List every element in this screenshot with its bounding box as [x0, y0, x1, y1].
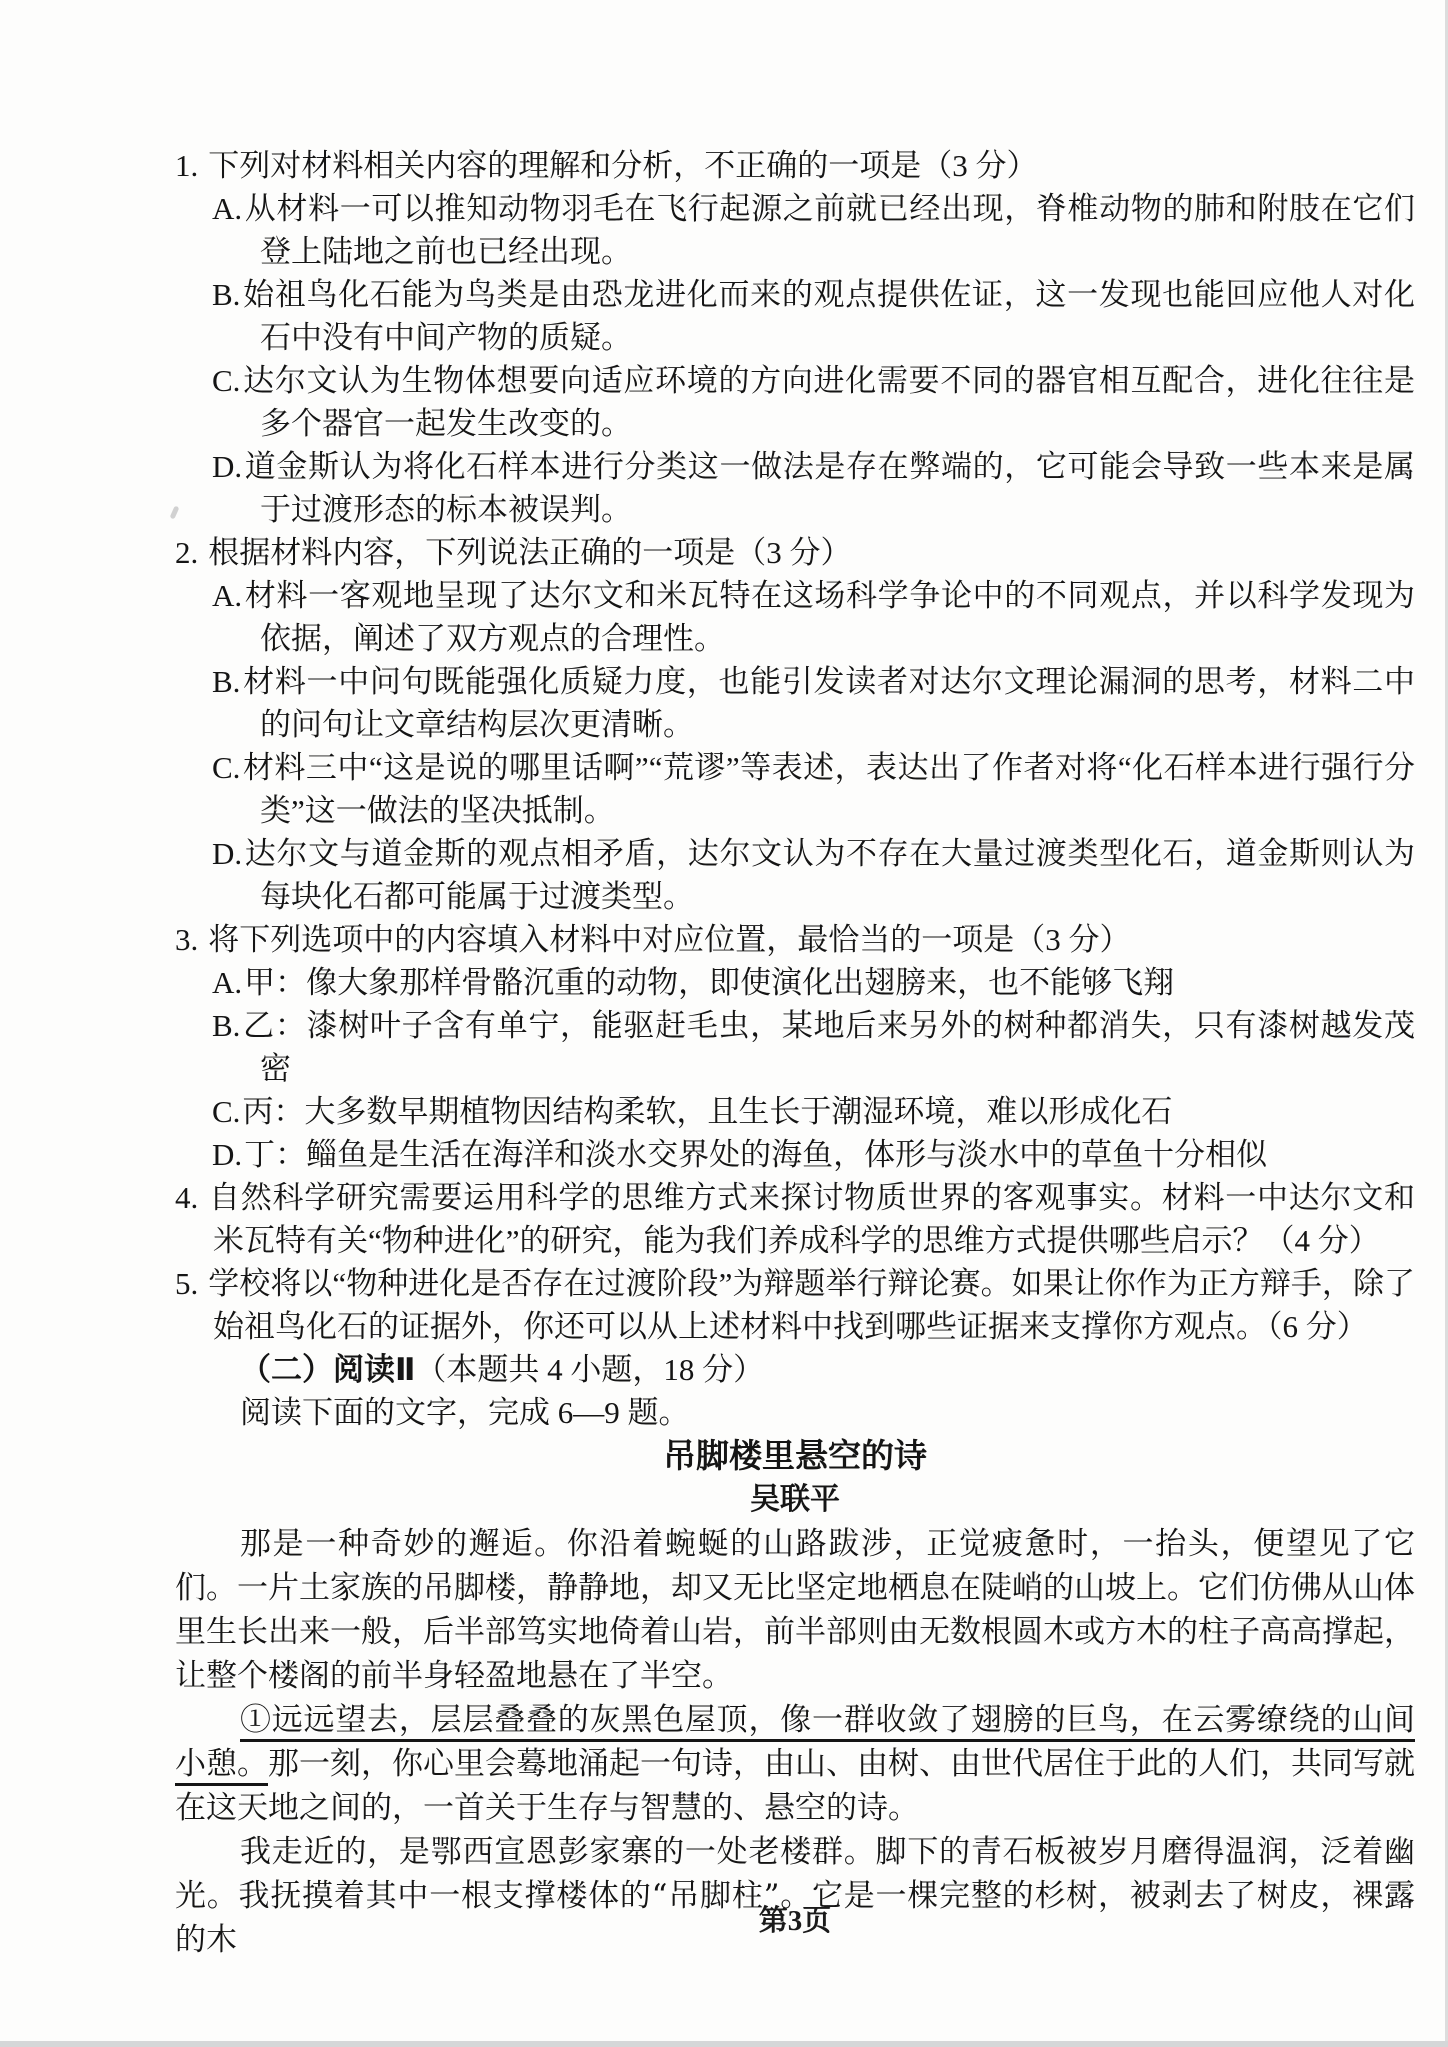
question-stem-text: 根据材料内容，下列说法正确的一项是（3 分） — [208, 535, 852, 570]
option-label: B. — [212, 277, 241, 312]
option-label: C. — [212, 1094, 241, 1129]
question-stem-text: 将下列选项中的内容填入材料中对应位置，最恰当的一项是（3 分） — [208, 922, 1131, 957]
question-number: 2. — [175, 535, 199, 570]
option-text: 达尔文认为生物体想要向适应环境的方向进化需要不同的器官相互配合，进化往往是多个器官一起发生改变的。 — [242, 363, 1415, 441]
question-stem — [175, 144, 1415, 187]
passage-title: 吊脚楼里悬空的诗 — [663, 1437, 927, 1474]
option-label: A. — [212, 191, 243, 226]
option-label: C. — [212, 750, 241, 785]
option-text: 乙：漆树叶子含有单宁，能驱赶毛虫，某地后来另外的树种都消失，只有漆树越发茂密 — [242, 1008, 1415, 1086]
option-text: 道金斯认为将化石样本进行分类这一做法是存在弊端的，它可能会导致一些本来是属于过渡形态的标本被误判。 — [244, 449, 1415, 527]
question-option — [175, 359, 1415, 445]
question-stem-text: 自然科学研究需要运用科学的思维方式来探讨物质世界的客观事实。材料一中达尔文和米瓦特有关“物种进化”的研究，能为我们养成科学的思维方式提供哪些启示？（4 分） — [208, 1180, 1415, 1258]
passage-paragraph — [175, 1522, 1415, 1698]
option-text: 达尔文与道金斯的观点相矛盾，达尔文认为不存在大量过渡类型化石，道金斯则认为每块化石都可能属于过渡类型。 — [244, 836, 1415, 914]
question-1 — [175, 144, 1415, 531]
option-label: A. — [212, 578, 243, 613]
question-stem-text: 学校将以“物种进化是否存在过渡阶段”为辩题举行辩论赛。如果让你作为正方辩手，除了始祖鸟化石的证据外，你还可以从上述材料中找到哪些证据来支撑你方观点。（6 分） — [208, 1266, 1415, 1344]
passage-paragraph — [175, 1830, 1415, 1962]
section-heading-label: （二）阅读Ⅱ — [240, 1352, 416, 1387]
option-label: C. — [212, 363, 241, 398]
section-heading-meta: （本题共 4 小题，18 分） — [415, 1352, 765, 1387]
reading-instruction: 阅读下面的文字，完成 6—9 题。 — [240, 1395, 690, 1430]
question-5 — [175, 1262, 1415, 1348]
question-stem — [175, 918, 1415, 961]
underlined-sentence: ①远远望去，层层叠叠的灰黑色屋顶，像一群收敛了翅膀的巨鸟，在云雾缭绕的山间小憩。 — [175, 1702, 1415, 1782]
option-text: 始祖鸟化石能为鸟类是由恐龙进化而来的观点提供佐证，这一发现也能回应他人对化石中没有中间产物的质疑。 — [242, 277, 1415, 355]
option-text: 材料一客观地呈现了达尔文和米瓦特在这场科学争论中的不同观点，并以科学发现为依据，阐述了双方观点的合理性。 — [244, 578, 1415, 656]
paragraph-text: 那是一种奇妙的邂逅。你沿着蜿蜒的山路跋涉，正觉疲惫时，一抬头，便望见了它们。一片土家族的吊脚楼，静静地，却又无比坚定地栖息在陡峭的山坡上。它们仿佛从山体里生长出来一般，后半部笃实地倚着山岩，前半部则由无数根圆木或方木的柱子高高撑起，让整个楼阁的前半身轻盈地悬在了半空。 — [175, 1526, 1415, 1694]
paragraph-text: 那一刻，你心里会蓦地涌起一句诗，由山、由树、由世代居住于此的人们，共同写就在这天地之间的，一首关于生存与智慧的、悬空的诗。 — [175, 1746, 1415, 1826]
option-text: 丁：鲻鱼是生活在海洋和淡水交界处的海鱼，体形与淡水中的草鱼十分相似 — [244, 1137, 1268, 1172]
option-text: 材料三中“这是说的哪里话啊”“荒谬”等表述，表达出了作者对将“化石样本进行强行分类”这一做法的坚决抵制。 — [242, 750, 1415, 828]
passage-body — [175, 1522, 1415, 1962]
question-stem — [175, 1176, 1415, 1262]
option-label: D. — [212, 836, 243, 871]
option-text: 从材料一可以推知动物羽毛在飞行起源之前就已经出现，脊椎动物的肺和附肢在它们登上陆地之前也已经出现。 — [244, 191, 1415, 269]
option-label: D. — [212, 1137, 243, 1172]
question-number: 1. — [175, 148, 199, 183]
option-text: 材料一中问句既能强化质疑力度，也能引发读者对达尔文理论漏洞的思考，材料二中的问句让文章结构层次更清晰。 — [242, 664, 1415, 742]
question-4 — [175, 1176, 1415, 1262]
option-text: 丙：大多数早期植物因结构柔软，且生长于潮湿环境，难以形成化石 — [242, 1094, 1173, 1129]
question-stem — [175, 531, 1415, 574]
question-option — [175, 832, 1415, 918]
question-option — [175, 1133, 1415, 1176]
page-footer: 第3页 — [758, 1905, 832, 1937]
scan-edge-bottom — [0, 2041, 1448, 2047]
question-number: 5. — [175, 1266, 199, 1301]
question-3 — [175, 918, 1415, 1176]
question-stem-text: 下列对材料相关内容的理解和分析，不正确的一项是（3 分） — [208, 148, 1038, 183]
page-content — [175, 144, 1415, 1962]
passage-author: 吴联平 — [750, 1483, 840, 1516]
passage-paragraph — [175, 1698, 1415, 1830]
section-heading — [175, 1348, 1415, 1391]
question-option — [175, 574, 1415, 660]
question-option — [175, 187, 1415, 273]
option-label: D. — [212, 449, 243, 484]
question-stem — [175, 1262, 1415, 1348]
question-number: 4. — [175, 1180, 199, 1215]
option-text: 甲：像大象那样骨骼沉重的动物，即使演化出翅膀来，也不能够飞翔 — [244, 965, 1175, 1000]
option-label: A. — [212, 965, 243, 1000]
question-option — [175, 660, 1415, 746]
question-option — [175, 445, 1415, 531]
question-option — [175, 746, 1415, 832]
question-option — [175, 273, 1415, 359]
option-label: B. — [212, 1008, 241, 1043]
question-2 — [175, 531, 1415, 918]
paragraph-text: 我走近的，是鄂西宣恩彭家寨的一处老楼群。脚下的青石板被岁月磨得温润，泛着幽光。我抚摸着其中一根支撑楼体的“吊脚柱”。它是一棵完整的杉树，被剥去了树皮，裸露的木 — [175, 1834, 1415, 1958]
question-number: 3. — [175, 922, 199, 957]
questions-section — [175, 144, 1415, 1348]
question-option — [175, 1004, 1415, 1090]
question-option — [175, 1090, 1415, 1133]
question-option — [175, 961, 1415, 1004]
option-label: B. — [212, 664, 241, 699]
